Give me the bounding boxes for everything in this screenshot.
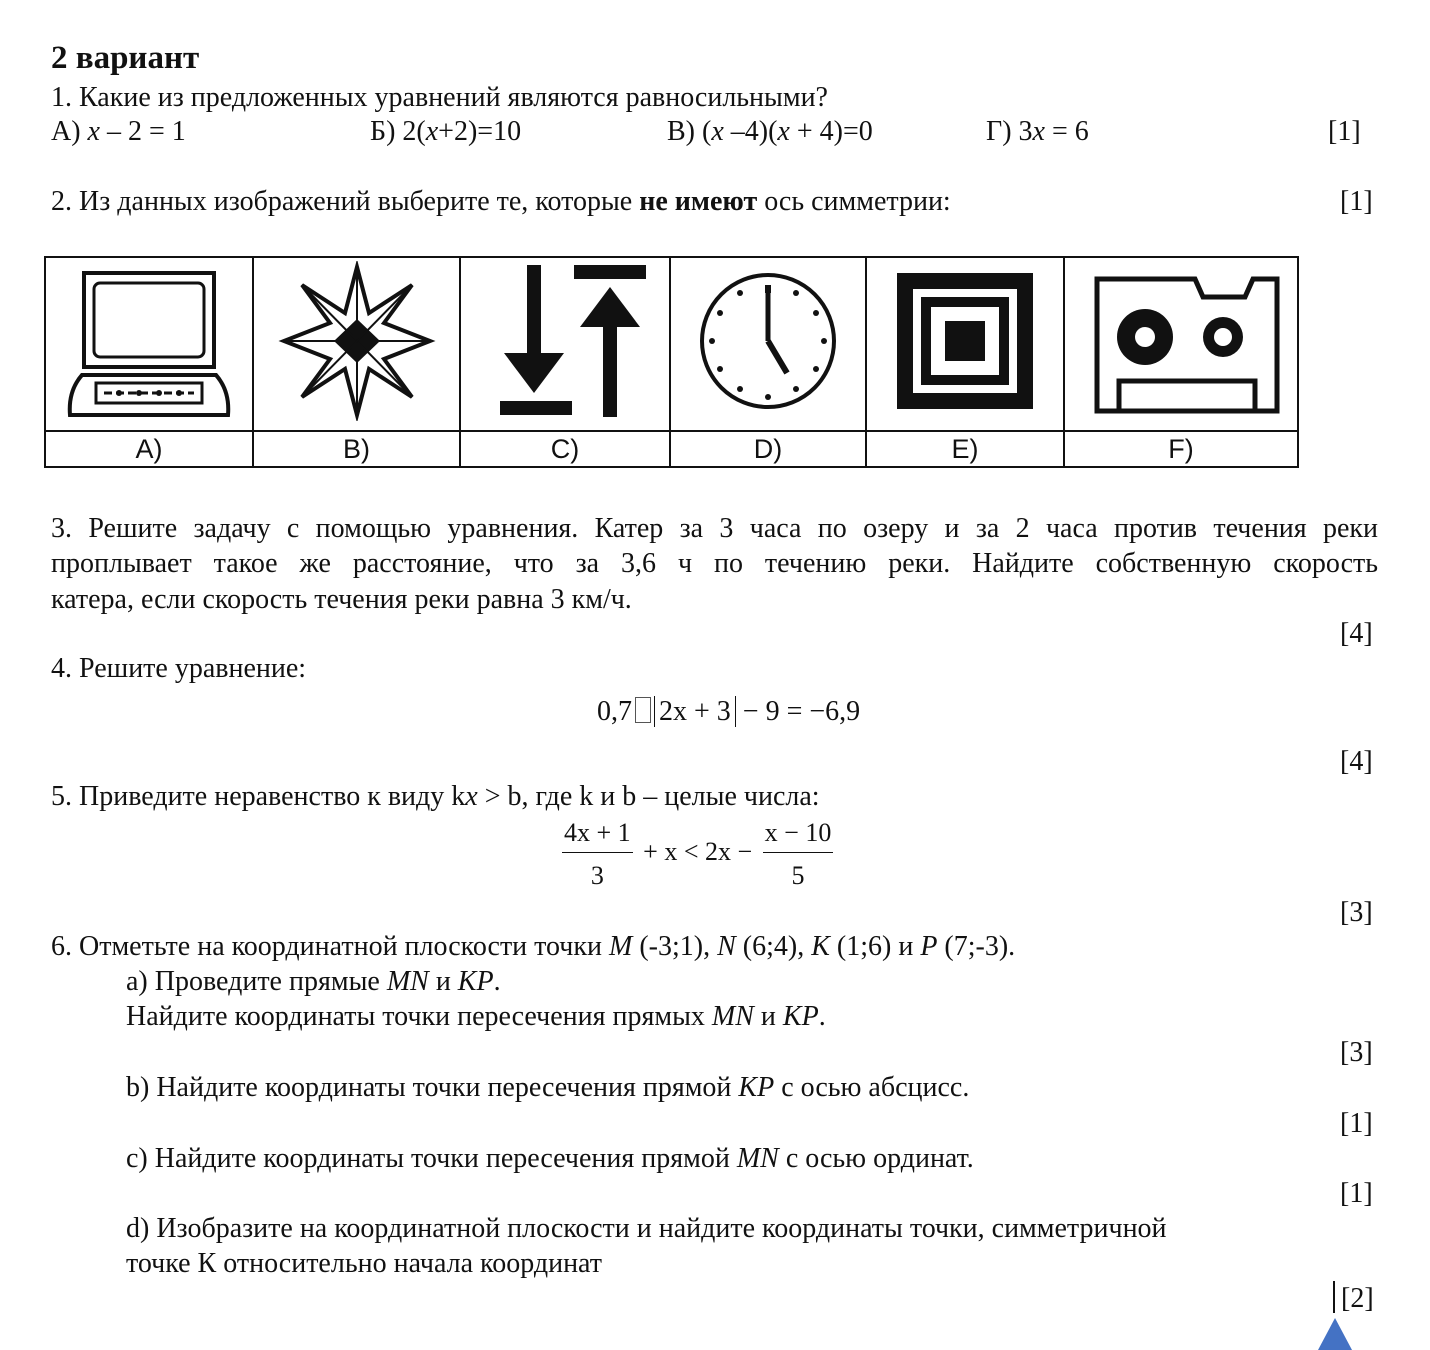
q4-score: [4]: [1340, 746, 1373, 777]
fraction-2: $\frac{x - 10}{5}$: [764, 818, 832, 890]
q1-score: [1]: [1328, 116, 1361, 147]
q6-a-score: [3]: [1340, 1037, 1373, 1068]
q6-c-text: c) Найдите координаты точки пересечения прямой MN с осью ординат.: [126, 1143, 974, 1174]
text-cursor: [1333, 1281, 1335, 1313]
q3-line-1: 3. Решите задачу с помощью уравнения. Катер за 3 часа по озеру и за 2 часа против течения реки: [51, 513, 1378, 544]
figure-b-label: B): [253, 431, 460, 467]
q1-text: 1. Какие из предложенных уравнений являются равносильными?: [51, 82, 828, 113]
q6-d-line-2: точке К относительно начала координат: [126, 1248, 602, 1279]
figure-f-cell: [1064, 257, 1298, 431]
figure-a-cell: [45, 257, 253, 431]
q2-text: 2. Из данных изображений выберите те, которые не имеют ось симметрии:: [51, 186, 951, 217]
q3-score: [4]: [1340, 618, 1373, 649]
q6-d-score: [2]: [1341, 1283, 1374, 1314]
q6-b-text: b) Найдите координаты точки пересечения прямой KP с осью абсцисс.: [126, 1072, 970, 1103]
q5-text: 5. Приведите неравенство к виду kx > b, где k и b – целые числа:: [51, 781, 820, 812]
q3-line-3: катера, если скорость течения реки равна 3 км/ч.: [51, 584, 632, 615]
q6-c-score: [1]: [1340, 1178, 1373, 1209]
q4-equation: 0,7 2x + 3 − 9 = −6,9: [597, 696, 861, 727]
q5-inequality: $\frac{4x + 1}{3}$ + x < 2x − $\frac{x - 10}{5}$: [564, 818, 832, 890]
star-icon: [272, 261, 442, 421]
figure-d-label: D): [670, 431, 866, 467]
figure-d-cell: [670, 257, 866, 431]
laptop-icon: [64, 261, 234, 421]
clock-icon: [683, 261, 853, 421]
absolute-value: 2x + 3: [654, 696, 736, 727]
q6-a-line-2: Найдите координаты точки пересечения прямых MN и KP.: [126, 1001, 826, 1032]
sort-arrows-icon: [480, 261, 650, 421]
q6-d-line-1: d) Изобразите на координатной плоскости и найдите координаты точки, симметричной: [126, 1213, 1167, 1244]
q6-intro: 6. Отметьте на координатной плоскости точки M (-3;1), N (6;4), K (1;6) и P (7;-3).: [51, 931, 1016, 962]
figure-e-label: E): [866, 431, 1064, 467]
figure-f-label: F): [1064, 431, 1298, 467]
q4-text: 4. Решите уравнение:: [51, 653, 307, 684]
figure-c-cell: [460, 257, 670, 431]
figure-e-cell: [866, 257, 1064, 431]
cassette-icon: [1081, 261, 1281, 421]
symmetry-figures-table: [44, 256, 1299, 468]
scroll-up-icon[interactable]: [1318, 1318, 1352, 1350]
q6-a-line-1: a) Проведите прямые MN и KP.: [126, 966, 501, 997]
figure-a-label: A): [45, 431, 253, 467]
q5-score: [3]: [1340, 897, 1373, 928]
missing-glyph-box: [635, 697, 651, 723]
figure-c-label: C): [460, 431, 670, 467]
q1-option-b: Б) 2(x+2)=10: [370, 116, 522, 147]
q3-line-2: проплывает такое же расстояние, что за 3,6 ч по течению реки. Найдите собственную скорость: [51, 548, 1378, 579]
q1-option-c: В) (x –4)(x + 4)=0: [667, 116, 873, 147]
q1-option-d: Г) 3x = 6: [986, 116, 1089, 147]
q2-score: [1]: [1340, 186, 1373, 217]
q6-b-score: [1]: [1340, 1108, 1373, 1139]
nested-squares-icon: [880, 261, 1050, 421]
figure-b-cell: [253, 257, 460, 431]
page-title: 2 вариант: [51, 40, 200, 76]
q1-option-a: А) x – 2 = 1: [51, 116, 186, 147]
fraction-1: $\frac{4x + 1}{3}$: [564, 818, 631, 890]
